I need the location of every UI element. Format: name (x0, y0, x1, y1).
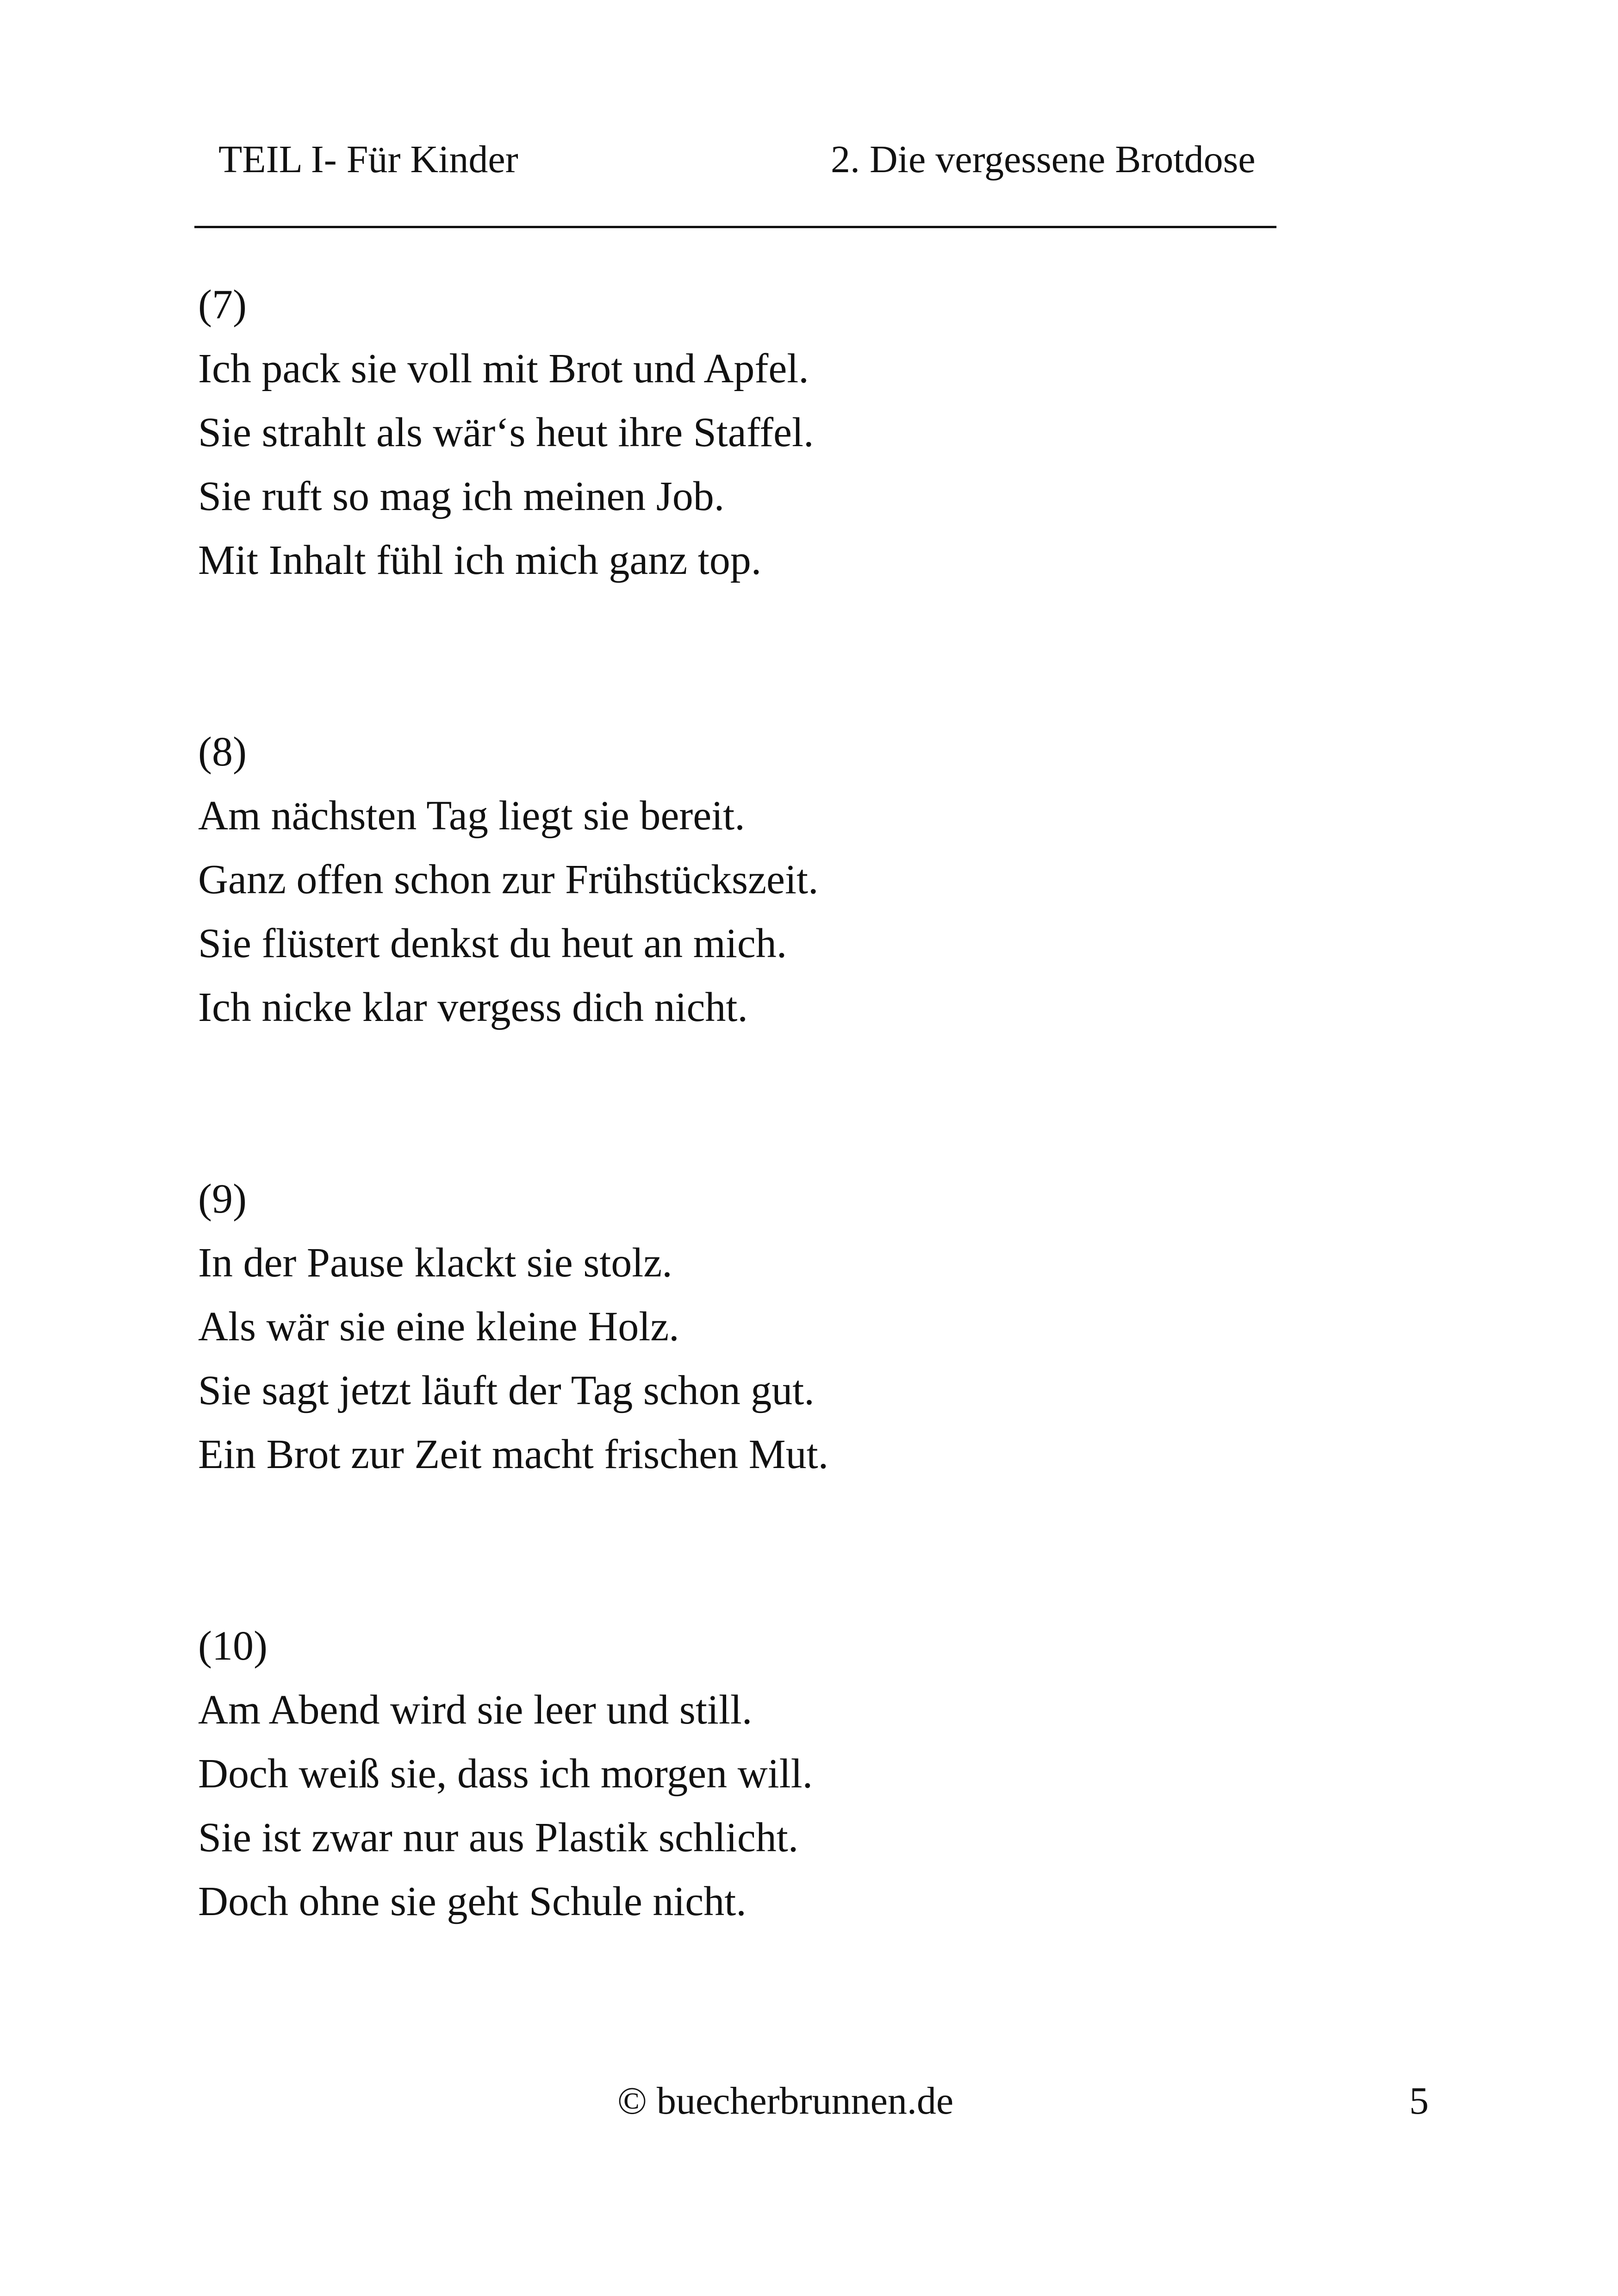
stanza-number: (8) (198, 729, 247, 775)
verse-line: Sie ist zwar nur aus Plastik schlicht. (198, 1815, 799, 1860)
verse-line: Ganz offen schon zur Frühstückszeit. (198, 857, 819, 902)
verse-line: Als wär sie eine kleine Holz. (198, 1304, 679, 1350)
stanza-9 (198, 1167, 1355, 1487)
verse-line: Sie sagt jetzt läuft der Tag schon gut. (198, 1368, 815, 1413)
header-part-title: TEIL I- Für Kinder (218, 138, 518, 181)
stanza-number: (10) (198, 1623, 268, 1669)
stanza-number: (9) (198, 1176, 247, 1222)
verse-line: Mit Inhalt fühl ich mich ganz top. (198, 537, 762, 583)
verse-line: Ich pack sie voll mit Brot und Apfel. (198, 346, 809, 392)
header-divider (194, 226, 1276, 228)
verse-line: Sie flüstert denkst du heut an mich. (198, 921, 787, 966)
verse-line: Sie strahlt als wär‘s heut ihre Staffel. (198, 410, 814, 455)
verse-line: Doch ohne sie geht Schule nicht. (198, 1879, 747, 1924)
verse-line: Am nächsten Tag liegt sie bereit. (198, 793, 745, 839)
verse-line: In der Pause klackt sie stolz. (198, 1240, 672, 1286)
footer-copyright: © buecherbrunnen.de (617, 2079, 954, 2122)
header-chapter-title: 2. Die vergessene Brotdose (831, 138, 1256, 181)
verse-line: Doch weiß sie, dass ich morgen will. (198, 1751, 813, 1797)
poem-body (198, 273, 1355, 1934)
stanza-number: (7) (198, 282, 247, 328)
stanza-8 (198, 720, 1355, 1039)
verse-line: Ein Brot zur Zeit macht frischen Mut. (198, 1431, 829, 1477)
verse-line: Ich nicke klar vergess dich nicht. (198, 984, 748, 1030)
stanza-7 (198, 273, 1355, 592)
verse-line: Am Abend wird sie leer und still. (198, 1687, 753, 1733)
stanza-10 (198, 1614, 1355, 1934)
verse-line: Sie ruft so mag ich meinen Job. (198, 473, 725, 519)
page-number: 5 (1409, 2079, 1429, 2122)
